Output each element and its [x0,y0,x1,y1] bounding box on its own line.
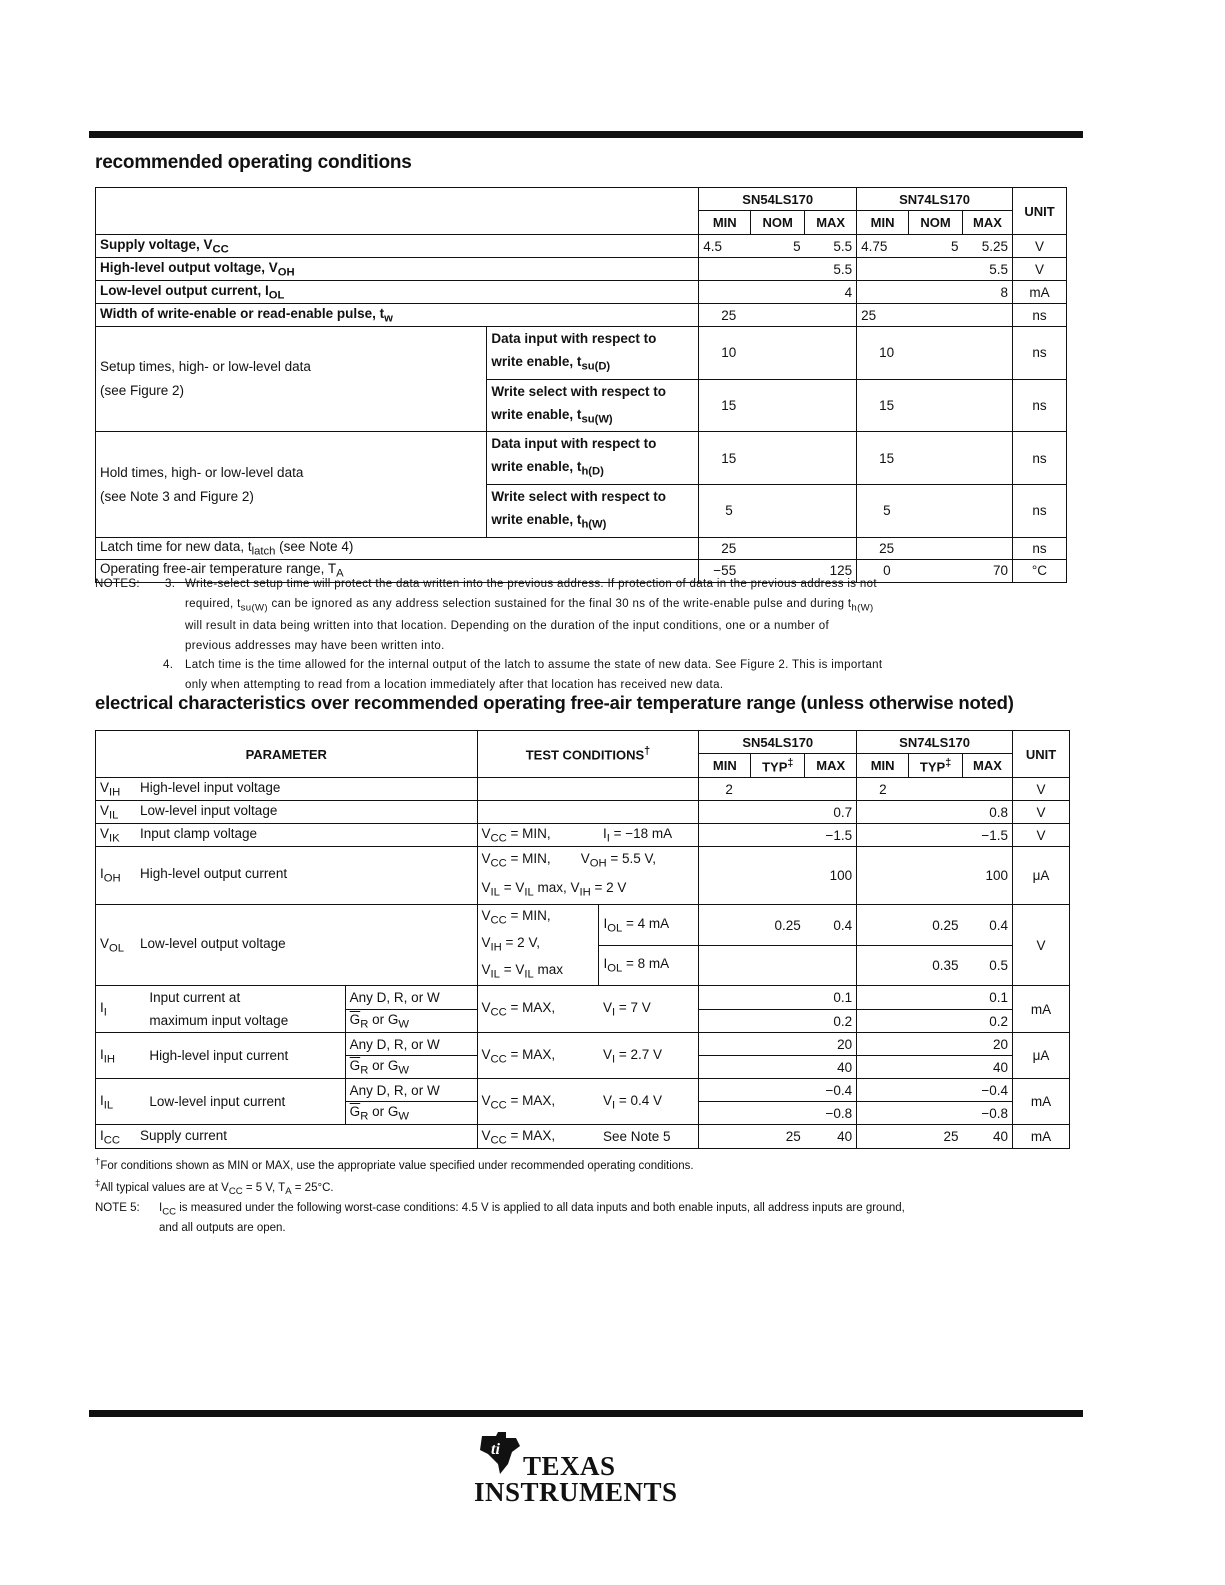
table-row: $I_{IL}$ Low-level input current Any D, R, or W $V_{CC}$ = MAX, $V_I = 0.4$ V −0.4 −0.4 mA [96,1079,1070,1102]
max-header: MAX [963,211,1013,235]
min-header: MIN [699,211,751,235]
table-row: $V_{IK}$ Input clamp voltage $V_{CC}$ = MIN, $I_I = -18$ mA −1.5 −1.5 V [96,824,1070,847]
table-row: $V_{OL}$ Low-level output voltage $V_{CC}$ = MIN, $V_{IH} = 2$ V, $V_{IL} = V_{IL}$ max $I_{OL} = 4$ mA 0.25 0.4 0.25 0.4 V [96,905,1070,946]
group-sn74: SN74LS170 [857,188,1013,211]
table-row: $I_{CC}$ Supply current $V_{CC}$ = MAX, See Note 5 25 40 25 40 mA [96,1125,1070,1149]
table-row: Operating free-air temperature range, $T_A$ −55 125 0 70 °C [96,559,1067,582]
max-header: MAX [805,754,857,778]
table-row: $\overline{G}_R$ or $G_W$ 40 40 [96,1056,1070,1079]
nom-header: NOM [909,211,963,235]
table-row: Hold times, high- or low-level data (see Note 3 and Figure 2) Data input with respect to write enable, $t_{h(D)}$ 15 15 ns [96,432,1067,485]
table-row: $V_{IL}$ Low-level input voltage 0.7 0.8 V [96,801,1070,824]
table-row: $I_{IH}$ High-level input current Any D, R, or W $V_{CC}$ = MAX, $V_I = 2.7$ V 20 20 μA [96,1033,1070,1056]
table-row: Supply voltage, $V_{CC}$ 4.5 5 5.5 4.75 5 5.25 V [96,235,1067,258]
min-header: MIN [857,211,909,235]
typ-header: TYP‡ [909,754,963,778]
parameter-header: PARAMETER [96,731,478,778]
min-header: MIN [699,754,751,778]
table-row: $I_{OH}$ High-level output current $V_{CC}$ = MIN, $V_{OH} = 5.5$ V, $V_{IL} = V_{IL}$ max, $V_{IH} = 2$ V 100 100 μA [96,847,1070,905]
electrical-characteristics-table [95,730,1070,1149]
table-row: $V_{IH}$ High-level input voltage 2 2 V [96,778,1070,801]
table-row: $\overline{G}_R$ or $G_W$ 0.2 0.2 [96,1009,1070,1033]
section-title-electrical: electrical characteristics over recommended operating free-air temperature range (unless otherwise noted) [95,692,1014,713]
ti-logo-text-line2: INSTRUMENTS [474,1477,678,1507]
group-sn54: SN54LS170 [699,188,857,211]
table-row: $I_I$ Input current at maximum input voltage Any D, R, or W $V_{CC}$ = MAX, $V_I = 7$ V 0.1 0.1 mA [96,986,1070,1010]
table-row: Latch time for new data, $t_{latch}$ (see Note 4) 25 25 ns [96,537,1067,559]
table-corner [96,188,699,235]
nom-header: NOM [751,211,805,235]
operating-conditions-table [95,187,1067,583]
min-header: MIN [857,754,909,778]
table-row: Write select with respect to write enable, $t_{su(W)}$ 15 15 ns [96,379,1067,432]
bottom-rule [89,1410,1083,1417]
typ-header: TYP‡ [751,754,805,778]
svg-text:ti: ti [491,1441,500,1458]
table-row: Setup times, high- or low-level data (see Figure 2) Data input with respect to write enable, $t_{su(D)}$ 10 10 ns [96,327,1067,380]
ti-logo-text: TEXAS [523,1451,616,1481]
top-rule [89,131,1083,138]
table-row: $\overline{G}_R$ or $G_W$ −0.8 −0.8 [96,1102,1070,1125]
section-title-operating-conditions: recommended operating conditions [95,152,412,173]
table-row: Low-level output current, $I_{OL}$ 4 8 mA [96,281,1067,304]
notes-block: NOTES: 3. Write-select setup time will protect the data written into the previous address. If protection of data in the previous address is not required, $t_{su(W)}$ can be ignored as any address selection sustained for the final 30 ns of the write-enable pulse and during $t_{h(W)}$ will result in data being written into that location. Depending on the duration of the input conditions, one or a number of previous addresses may have been written into. 4. Latch time is the time allowed for the internal output of the latch to assume the state of new data. See Figure 2. This is important only when attempting to read from a location immediately after that location has received new data. [95,578,883,691]
unit-header: UNIT [1012,188,1066,235]
max-header: MAX [963,754,1013,778]
table-row: Width of write-enable or read-enable pulse, $t_w$ 25 25 ns [96,304,1067,327]
table-row: Write select with respect to write enable, $t_{h(W)}$ 5 5 ns [96,485,1067,538]
footnotes-block: †For conditions shown as MIN or MAX, use the appropriate value specified under recommended operating conditions. ‡All typical values are at $V_{CC} = 5$ V, $T_A = 25^\circ C$. NOTE 5: $I_{CC}$ is measured under the following worst-case conditions: 4.5 V is applied to all data inputs and both enable inputs, all address inputs are ground, and all outputs are open. [95,1156,905,1235]
group-sn74: SN74LS170 [857,731,1013,754]
max-header: MAX [805,211,857,235]
unit-header: UNIT [1012,731,1069,778]
group-sn54: SN54LS170 [699,731,857,754]
ti-logo-icon [476,1430,524,1476]
table-row: High-level output voltage, $V_{OH}$ 5.5 5.5 V [96,258,1067,281]
table-row: $I_{OL} = 8$ mA 0.35 0.5 [96,945,1070,986]
test-conditions-header: TEST CONDITIONS† [477,731,699,778]
